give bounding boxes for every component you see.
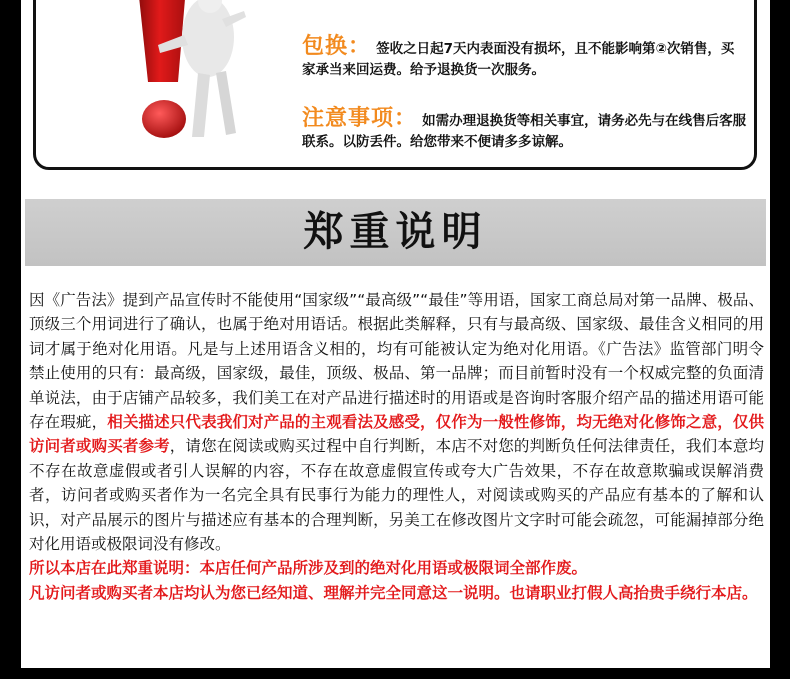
statement-consent: 凡访问者或购买者本店均认为您已经知道、理解并完全同意这一说明。也请职业打假人高抬贵手绕行本店。	[29, 583, 758, 602]
exchange-label: 包换：	[302, 34, 372, 59]
disclaimer-paragraph-tail: ，请您在阅读或购买过程中自行判断，本店不对您的判断负任何法律责任，我们本意均不存在故意虚假或者引人误解的内容，不存在故意虚假宣传或夸大广告效果，不存在故意欺骗或误解消费者，访问者或购买者作为一名完全具有民事行为能力的理性人，对阅读或购买的产品应有基本的了解和认识，对产品展示的图片与描述应有基本的合理判断，另美工在修改图片文字时可能会疏忽，可能漏掉部分绝对化用语或极限词没有修改。	[29, 437, 764, 554]
disclaimer-text	[29, 288, 764, 605]
exchange-policy	[302, 35, 747, 80]
disclaimer-highlight: 相关描述只代表我们对产品的主观看法及感受，仅作为一般性修饰，均无绝对化修饰之意，仅供访问者或购买者参考	[29, 413, 764, 456]
section-title: 郑重说明	[303, 209, 488, 255]
attention-policy	[302, 107, 747, 152]
page-canvas	[21, 0, 770, 668]
attention-label: 注意事项：	[302, 106, 418, 131]
statement-void: 所以本店在此郑重说明：本店任何产品所涉及到的绝对化用语或极限词全部作废。	[29, 559, 588, 578]
return-policy-card	[33, 0, 757, 170]
exchange-text: 签收之日起7天内表面没有损坏，且不能影响第②次销售，买家承当来回运费。给予退换货一次服务。	[302, 41, 735, 78]
attention-text: 如需办理退换货等相关事宜，请务必先与在线售后客服联系。以防丢件。给您带来不便请多多谅解。	[302, 113, 747, 150]
title-band	[25, 199, 766, 266]
exclamation-figure-icon	[118, 0, 248, 147]
disclaimer-paragraph: 因《广告法》提到产品宣传时不能使用“国家级”“最高级”“最佳”等用语，国家工商总局对第一品牌、极品、顶级三个用词进行了确认，也属于绝对用语话。根据此类解释，只有与最高级、国家级、最佳含义相同的用词才属于绝对化用语。凡是与上述用语含义相的，均有可能被认定为绝对化用语。《广告法》监管部门明令禁止使用的只有：最高级，国家级，最佳，顶级、极品、第一品牌；而目前暂时没有一个权威完整的负面清单说法，由于店铺产品较多，我们美工在对产品进行描述时的用语或是咨询时客服介绍产品的描述用语可能存在瑕疵，	[29, 291, 764, 432]
